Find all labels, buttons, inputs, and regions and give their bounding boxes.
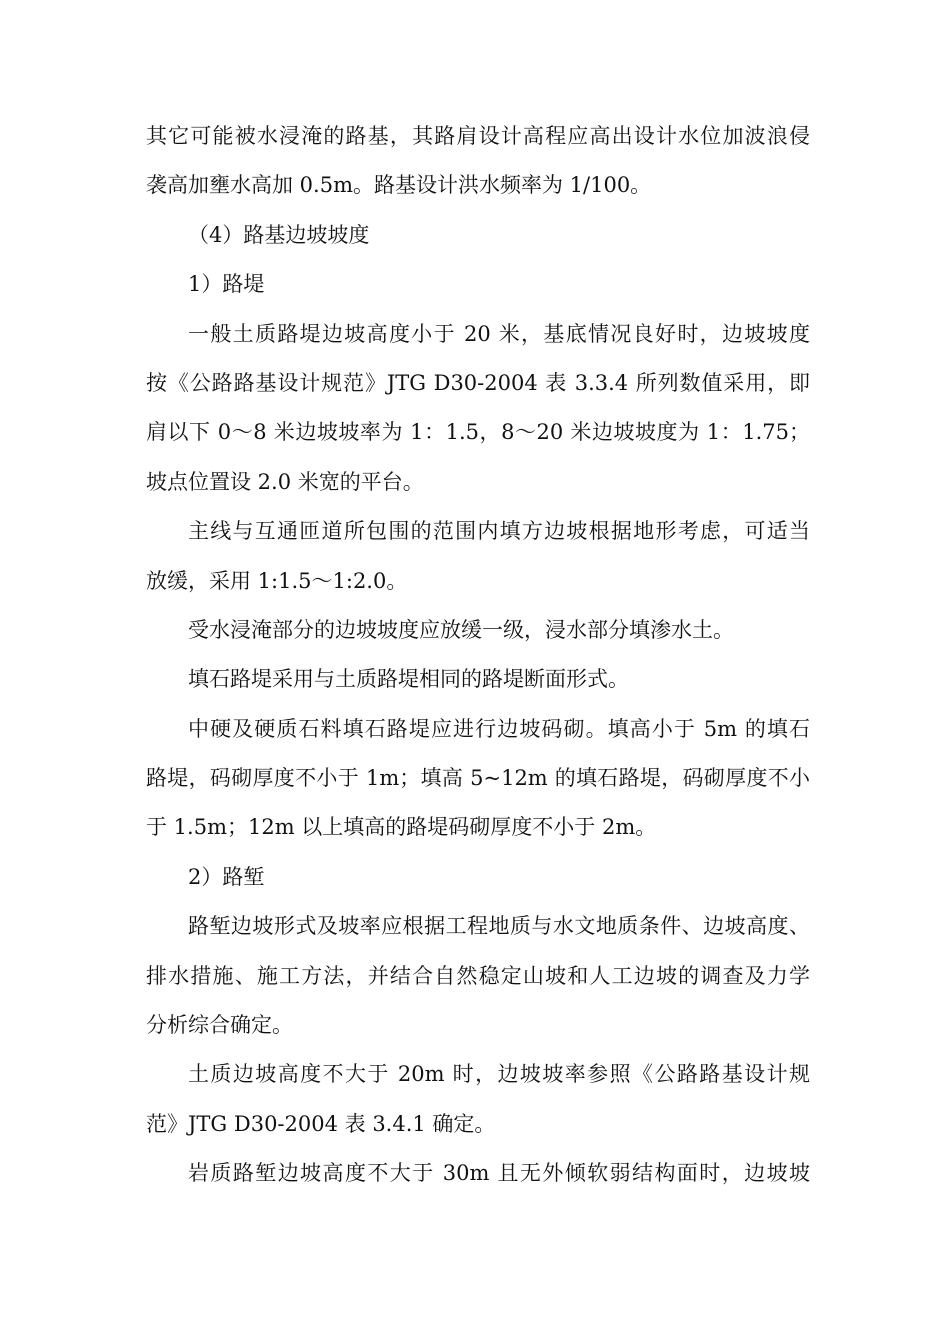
text-line: 范》JTG D30-2004 表 3.4.1 确定。 [146, 1111, 496, 1136]
text-line: 分析综合确定。 [146, 1013, 293, 1038]
text-line: 填石路堤采用与土质路堤相同的路堤断面形式。 [188, 667, 629, 692]
section-heading: （4）路基边坡坡度 [188, 222, 370, 247]
text-line: 按《公路路基设计规范》JTG D30-2004 表 3.3.4 所列数值采用，即 [146, 370, 810, 395]
text-line: 袭高加壅水高加 0.5m。路基设计洪水频率为 1/100。 [146, 173, 652, 198]
text-line: 排水措施、施工方法，并结合自然稳定山坡和人工边坡的调查及力学 [146, 963, 810, 988]
subsection-heading: 1）路堤 [188, 272, 265, 297]
text-line: 肩以下 0～8 米边坡坡率为 1：1.5，8～20 米边坡坡度为 1：1.75； [146, 420, 810, 445]
text-line: 土质边坡高度不大于 20m 时，边坡坡率参照《公路路基设计规 [188, 1062, 810, 1087]
text-line: 其它可能被水浸淹的路基，其路肩设计高程应高出设计水位加波浪侵 [146, 124, 810, 148]
text-line: 受水浸淹部分的边坡坡度应放缓一级，浸水部分填渗水土。 [188, 617, 734, 642]
subsection-heading: 2）路堑 [188, 864, 265, 889]
text-line: 一般土质路堤边坡高度小于 20 米，基底情况良好时，边坡坡度 [188, 321, 810, 346]
text-line: 主线与互通匝道所包围的范围内填方边坡根据地形考虑，可适当 [188, 519, 810, 544]
text-line: 坡点位置设 2.0 米宽的平台。 [146, 469, 424, 494]
body-text [146, 112, 810, 1199]
text-line: 中硬及硬质石料填石路堤应进行边坡码砌。填高小于 5m 的填石 [188, 716, 810, 741]
text-line: 于 1.5m；12m 以上填高的路堤码砌厚度不小于 2m。 [146, 815, 657, 840]
text-line: 放缓，采用 1:1.5～1:2.0。 [146, 568, 408, 593]
text-line: 岩质路堑边坡高度不大于 30m 且无外倾软弱结构面时，边坡坡 [188, 1161, 810, 1186]
text-line: 路堑边坡形式及坡率应根据工程地质与水文地质条件、边坡高度、 [188, 914, 810, 939]
text-line: 路堤，码砌厚度不小于 1m；填高 5~12m 的填石路堤，码砌厚度不小 [146, 766, 810, 791]
